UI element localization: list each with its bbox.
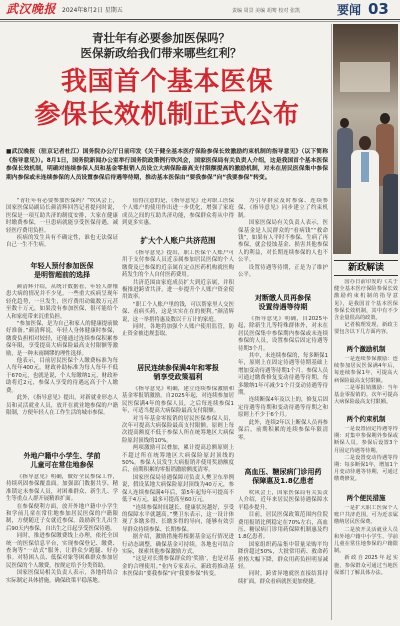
col-b-body-2 <box>122 386 234 620</box>
body-paragraph: 一是设置固定待遇等待期：对集中参保期外参保或断保人员，参保后设置3个月固定待遇等待期。 <box>334 426 398 454</box>
body-paragraph: 《指导意见》提出，职工医保个人账户可用于支付参保人员近亲属参加居民医保的个人缴费及已参保的近亲属在定点医药机构就医购药发生的个人自付医药费用。 <box>122 250 234 279</box>
body-paragraph: 吹风会上，国家医保局有关负责人介绍，近年来居民医保待遇保障水平稳步提升。 <box>238 490 328 511</box>
sidebar-subheading: 两个激励机制 <box>346 345 386 353</box>
sidebar-section-2 <box>334 426 398 490</box>
sidebar-subheading: 两个便民措施 <box>346 494 386 502</box>
body-paragraph: 新政自2025年起实施，参保群众可通过当地医保部门了解具体办法。 <box>334 555 398 576</box>
col-b-body-1 <box>122 250 234 360</box>
body-paragraph: 二是放开灵活就业人员和外地户籍中小学生、学前儿童在常住地参保的户籍限制。 <box>334 526 398 555</box>
sidebar-section-1 <box>334 356 398 412</box>
body-paragraph: 共济范围由家庭成员扩大到近亲属，并积极推进跨省共济，进一步提升个人账户资金使用效率。 <box>122 279 234 301</box>
body-paragraph: 其中，未连续参保的，每多断保1年，原则上在固定待遇等待期基础上增加变动待遇等待期1个月。参保人员可通过缴费修复变动待遇等待期，每多缴纳1年可减少1个月变动待遇等待期。 <box>238 353 328 397</box>
body-paragraph: 一是连续参保激励：连续参加居民医保满4年后，每连续参保1年，可提高大病保险最高支付限额。 <box>334 356 398 384</box>
lead-text: ■武汉晚报（驻京记者杜江）国务院办公厅日前印发《关于健全基本医疗保险参保长效激励约束机制的指导意见》（以下简称《指导意见》）。8月1日，国务院新闻办公室举行国务院政策例行吹风会，国家医保局有关负责人介绍，这是我国首个基本医保参保长效机制，明确对连续参保人员和基金零报销人员设立大病保险最高支付限额提高的激励机制，对未在居民医保集中参保期内参保或未连续参保的人员设置参保后待遇等待期，推动基本医保由“要我参保”向“我要参保”转变。 <box>6 149 328 181</box>
body-paragraph: 国家医保局待遇保障司负责人樊卫东举例说，假设某地大病保险原封顶线为40万元，参保人连续参保满4年后，第5年起每年可提高不低于4万元，最多可提高至60万元。 <box>122 474 234 504</box>
kicker-line-1: 青壮年有必要参加医保吗？ <box>92 31 230 45</box>
body-paragraph: 设置待遇等待期，正是为了维护公平。 <box>238 264 328 279</box>
body-paragraph: 两项激励可以叠加，累计提高总额原则上不超过所在统筹地区大病保险原封顶线的50%。参保人员发生大病报销并使用奖励额度后，前期积累的零报销激励额度清零。 <box>122 445 234 474</box>
body-paragraph: 国家医保局相关负责人表示，各地将结合实际制定具体措施，确保政策平稳落地。 <box>6 570 118 584</box>
body-paragraph: 二是零报销激励：当年基金零报销的，次年可提高大病保险最高支付限额。 <box>334 384 398 406</box>
body-paragraph: 此外，连续2年以上断保人员再参保后，前期积累的连续参保年限清零。 <box>238 419 328 441</box>
body-paragraph: 疾病的发生具有不确定性，谁也无法保证自己一生不生病。 <box>6 235 118 249</box>
body-paragraph: 《指导意见》明确，建立连续参保激励和基金零报销激励。自2025年起，对连续参加居民医保满4年的参保人员，之后每连续参保1年，可适当提高大病保险最高支付限额。 <box>122 386 234 415</box>
body-paragraph: 他表示，目前居民医保个人缴费标准为每人每年400元，财政补助标准为每人每年不低于670元，也就是说，个人每缴纳1元，财政补助将近2元，参保人享受的待遇远高于个人缴费。 <box>6 358 118 394</box>
body-paragraph: “职工个人账户里的钱，可以帮家里人交医保、看病买药，这是实实在在的便利。”颜清辉说，这一举措将惠及数以千万计的家庭。 <box>122 301 234 323</box>
body-paragraph: 国家组织药品集中带量采购平均降价超过50%，大批常用药、救命药价格大幅下降，群众用药负担明显减轻。 <box>238 541 328 571</box>
body-paragraph: 《指导意见》明确，自2025年起，除新生儿等特殊群体外，对未在居民医保集中参保期内参保或未连续参保的人员，设置参保后固定待遇等待期3个月。 <box>238 316 328 352</box>
sidebar-heading: 新政解读 <box>334 260 398 276</box>
photo-doctor-scrubs <box>361 152 369 182</box>
headline-line-1: 我国首个基本医保 <box>60 67 273 97</box>
newspaper-logo: 武汉晚报 <box>6 2 57 16</box>
photo-window-light <box>340 62 390 92</box>
subheading-line: 设置待遇等待期 <box>258 303 308 311</box>
body-paragraph: 同时，跨省异地就医直接结算持续扩面，群众看病就医更加便捷。 <box>238 571 328 585</box>
subheading-line: 销享受政策福利 <box>153 373 203 381</box>
body-paragraph: 国办日前印发的《关于健全基本医疗保险参保长效激励约束机制的指导意见》，是我国首个基本医保参保长效机制，其中有不少含金量很高的政策。 <box>334 279 398 322</box>
col-b-intro <box>122 198 234 232</box>
body-paragraph: “连续参保时间越长、健康状况越好，享受的保障水平就越高。”樊卫东表示，这一设计体现了多缴多得、长缴多得的导向，能够有效引导群众持续参保、长期参保。 <box>122 504 234 533</box>
photo-figure-head <box>340 118 349 128</box>
subheading-line: 对断缴人员再参保 <box>255 294 311 302</box>
body-paragraph: “青壮年有必要参加医保吗？”吹风会上，国家医保局副局长颜清辉回答记者提问时说，医保是一项互助共济的制度安排，大家在健康时缴费参保，一旦患病就能享受医保待遇，减轻医疗费用负担。 <box>6 198 118 234</box>
body-paragraph: 在参保便利方面，放开外地户籍中小学生和学前儿童在常住地参加居民医保的户籍限制，方便随迁子女就近参保。鼓励新生儿出生后90天内参保，自出生之日起享受医保待遇。 <box>6 503 118 532</box>
col-c-body-1 <box>238 316 328 464</box>
page-number: 03 <box>368 0 389 18</box>
body-paragraph: 据介绍，激励措施将根据基金运行情况进行动态调整，确保基金可持续。各地也可结合实际，探索其他参保激励方式。 <box>122 534 234 555</box>
subheading-line: 儿童可在常住地参保 <box>30 461 94 469</box>
body-paragraph: 值得注意的是，《指导意见》还对职工医保个人账户的使用作出进一步优化，增强了家庭成员之间的互助共济功能，参保群众将从中得到更多实惠。 <box>122 198 234 227</box>
subheading-line: 居民连续参保满4年和零报 <box>137 364 219 372</box>
col-a-body-2 <box>6 474 118 620</box>
kicker-line-2: 医保新政给我们带来哪些红利？ <box>80 46 242 60</box>
body-paragraph: 颜清辉介绍，从统计数据看，年轻人群罹患大病的情况并不少见。一些重大疾病呈现年轻化趋势，一旦发生，医疗费用动辄数万元甚至数十万元，如果没有参加医保，很可能给个人和家庭带来沉重负担。 <box>6 284 118 320</box>
subheading-line: 年轻人预付参加医保 <box>30 262 94 270</box>
subheading-line: 是明智超前的选择 <box>34 271 90 279</box>
body-paragraph: 同时，各地将加强个人账户使用监管，防止资金被违规套取。 <box>122 324 234 338</box>
subheading <box>238 468 328 486</box>
headline-line-2: 参保长效机制正式公布 <box>34 100 300 130</box>
body-paragraph: “参加医保，是为自己和家人的健康提前做好准备。”颜清辉说，年轻人身体健康时参保，缴费负担相对较轻，还能通过连续参保积累参保年限，享受提高大病保险最高支付限额等激励，是一种未雨绸缪的理性选择。 <box>6 321 118 357</box>
body-paragraph: 对当年基金零报销的居民医保参保人员，次年可提高大病保险最高支付限额。原则上每次提高额度不低于参保人所在统筹地区大病保险原封顶线的10%。 <box>122 415 234 444</box>
subheading <box>122 235 234 246</box>
body-paragraph: 同时，推进参保缴费线上办理，依托全国统一的医保信息平台，实现参保登记、缴费、查询等“一站式”服务，让群众少跑腿、好办事。对特困人员、低保对象等困难群众参加居民医保的个人缴费，按规定给予分类资助。 <box>6 533 118 569</box>
masthead-rule-thin <box>0 21 400 22</box>
body-paragraph: 二是设置变动待遇等待期：每多断保1年，增加1个月变动待遇等待期，可通过缴费修复。 <box>334 454 398 483</box>
col-c-body-2 <box>238 490 328 620</box>
news-photo <box>333 24 398 254</box>
col-a-body-1 <box>6 284 118 448</box>
sidebar-section-3 <box>334 505 398 620</box>
col-a-intro <box>6 198 118 258</box>
body-paragraph: 记者梳理发现，新政主要包含以下几方面内容。 <box>334 322 398 336</box>
subheading <box>6 452 118 470</box>
body-paragraph: 为引导群众及时参保、连续参保，《指导意见》同步建立了约束机制。 <box>238 198 328 219</box>
issue-date: 2024年8月2日 星期五 <box>62 7 123 14</box>
sidebar-subheading: 两个约束机制 <box>346 415 386 423</box>
column-separator <box>331 24 332 620</box>
subheading <box>238 294 328 312</box>
body-paragraph: 连续断保4年及以上的，修复后固定待遇等待期和变动待遇等待期之和原则上不少于6个月。 <box>238 397 328 419</box>
section-name: 要闻 <box>337 3 362 17</box>
subheading-line: 保障惠及1.8亿患者 <box>252 477 314 485</box>
body-paragraph: “这是对长期参保群众的‘奖励’，也是对基金的合理使用。”业内专家表示，新政将推动基本医保由“要我参保”向“我要参保”转变。 <box>122 556 234 578</box>
subheading <box>122 364 234 382</box>
photo-foreground-figure <box>383 174 398 254</box>
editor-credits: 责编 周景 美编 胡骞 校对 张凯 <box>232 8 300 14</box>
body-paragraph: 此外，《指导意见》提出，对新就业形态人员和灵活就业人员，放开在就业地参保的户籍限制，方便年轻人在工作生活的城市参保。 <box>6 395 118 416</box>
sidebar-intro <box>334 279 398 341</box>
subheading-line: 外地户籍中小学生、学前 <box>23 452 101 460</box>
subheading-line: 扩大个人账户共济范围 <box>140 236 216 245</box>
masthead-rule <box>0 19 400 20</box>
photo-figure-head <box>380 113 390 124</box>
body-paragraph: 国家医保局有关负责人表示，医保基金是人民群众的“看病钱”“救命钱”，如果有人平时不参保、生病了再参保，就会侵蚀基金、损害其他参保人的利益，对长期连续参保的人也不公平。 <box>238 220 328 264</box>
subheading <box>6 262 118 280</box>
photo-doctor-head <box>359 136 371 150</box>
subheading-line: 高血压、糖尿病门诊用药 <box>244 468 322 476</box>
lead-paragraph <box>6 148 328 192</box>
body-paragraph: 目前，居民医保政策范围内住院费用报销比例稳定在70%左右，高血压、糖尿病门诊用药保障机制惠及约1.8亿患者。 <box>238 512 328 541</box>
body-paragraph: 《指导意见》明确，做好全民参保工作，持续巩固参保覆盖面。加强部门数据共享，精准锁定未参保人员，对困难群众、新生儿、学生等重点人群开展精准扩面。 <box>6 474 118 503</box>
body-paragraph: 一是扩大职工医保个人账户共济范围，可为近亲属缴纳居民医保费。 <box>334 505 398 526</box>
col-c-intro <box>238 198 328 290</box>
